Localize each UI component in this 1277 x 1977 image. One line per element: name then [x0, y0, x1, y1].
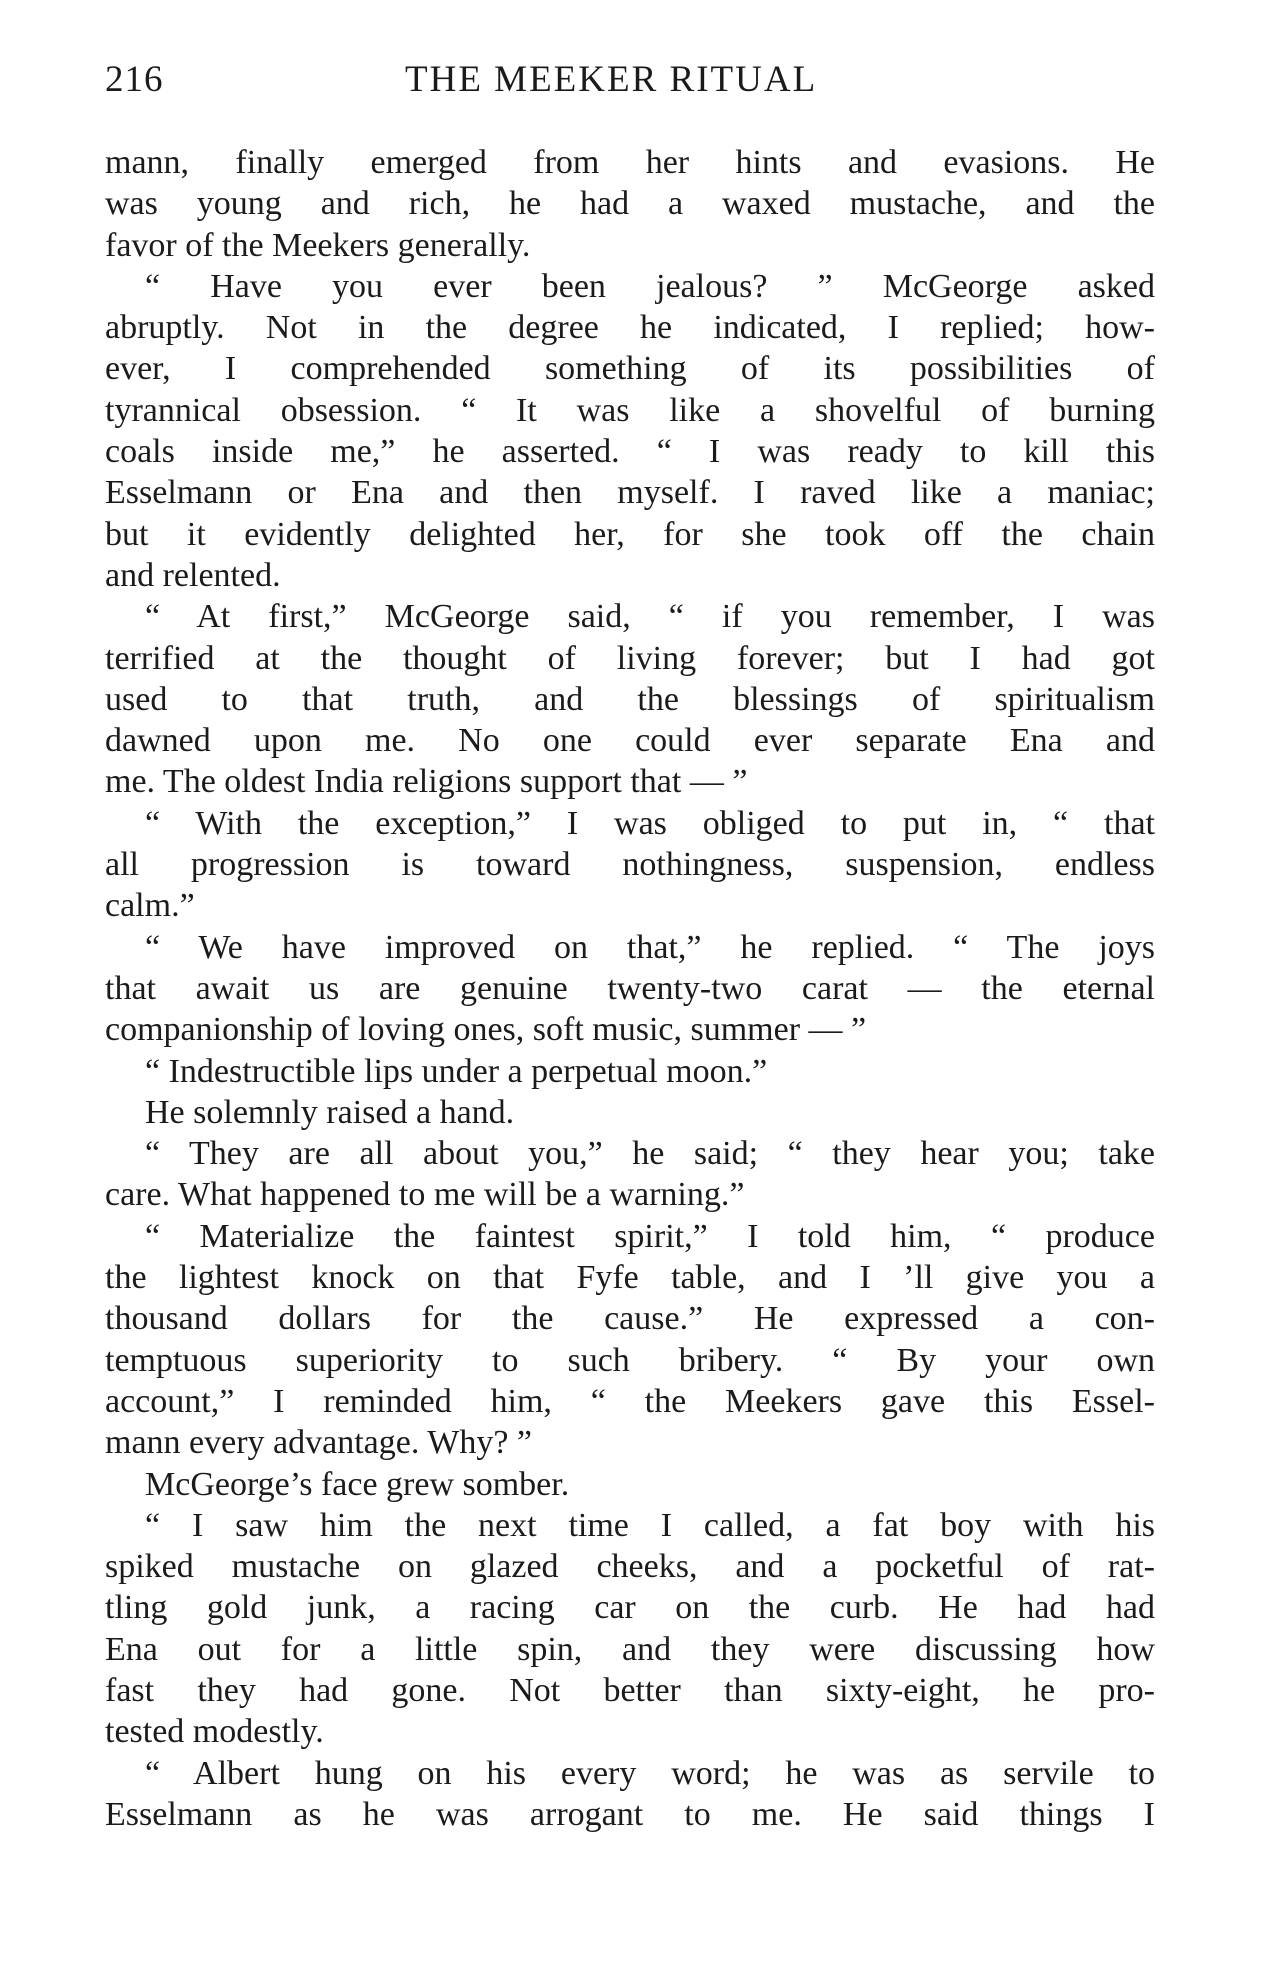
text-line: abruptly. Not in the degree he indicated, I replied; how- — [105, 309, 1155, 347]
text-line: ever, I comprehended something of its possibilities of — [105, 350, 1155, 388]
text-line: mann every advantage. Why? ” — [105, 1424, 533, 1462]
text-line: spiked mustache on glazed cheeks, and a pocketful of rat- — [105, 1548, 1155, 1586]
text-line: “ Have you ever been jealous? ” McGeorge asked — [145, 267, 1155, 305]
text-line: coals inside me,” he asserted. “ I was ready to kill this — [105, 433, 1155, 471]
text-line: Esselmann or Ena and then myself. I raved like a maniac; — [105, 474, 1155, 512]
text-line: mann, finally emerged from her hints and evasions. He — [105, 144, 1155, 181]
text-line: and relented. — [105, 556, 281, 594]
text-line: Esselmann as he was arrogant to me. He said things I — [105, 1795, 1155, 1833]
text-line: “ They are all about you,” he said; “ they hear you; take — [145, 1135, 1155, 1173]
text-line: “ With the exception,” I was obliged to put in, “ that — [145, 804, 1155, 842]
text-line: temptuous superiority to such bribery. “ By your own — [105, 1341, 1155, 1379]
text-line: dawned upon me. No one could ever separate Ena and — [105, 722, 1155, 760]
text-line: Ena out for a little spin, and they were discussing how — [105, 1630, 1155, 1668]
text-line: me. The oldest India religions support that — ” — [105, 763, 748, 801]
text-line: companionship of loving ones, soft music, summer — ” — [105, 1011, 867, 1049]
text-line: “ Indestructible lips under a perpetual moon.” — [145, 1052, 768, 1090]
text-line: all progression is toward nothingness, suspension, endless — [105, 846, 1155, 884]
text-line: but it evidently delighted her, for she took off the chain — [105, 515, 1155, 553]
text-line: McGeorge’s face grew somber. — [145, 1465, 570, 1503]
text-line: thousand dollars for the cause.” He expressed a con- — [105, 1300, 1155, 1338]
running-head: THE MEEKER RITUAL — [405, 59, 818, 100]
text-line: “ At first,” McGeorge said, “ if you remember, I was — [145, 598, 1155, 636]
text-line: tyrannical obsession. “ It was like a shovelful of burning — [105, 391, 1155, 429]
text-line: tling gold junk, a racing car on the curb. He had had — [105, 1589, 1155, 1627]
text-line: was young and rich, he had a waxed mustache, and the — [105, 185, 1155, 223]
text-line: calm.” — [105, 887, 195, 925]
text-line: fast they had gone. Not better than sixty-eight, he pro- — [105, 1671, 1155, 1709]
text-line: “ Materialize the faintest spirit,” I told him, “ produce — [145, 1217, 1155, 1255]
text-line: the lightest knock on that Fyfe table, and I ’ll give you a — [105, 1259, 1155, 1297]
text-line: used to that truth, and the blessings of spiritualism — [105, 680, 1155, 718]
text-line: He solemnly raised a hand. — [145, 1093, 515, 1131]
text-line: terrified at the thought of living forever; but I had got — [105, 639, 1155, 677]
text-line: “ Albert hung on his every word; he was as servile to — [145, 1754, 1155, 1792]
text-line: favor of the Meekers generally. — [105, 226, 531, 264]
text-line: “ We have improved on that,” he replied. “ The joys — [145, 928, 1155, 966]
page-number: 216 — [105, 59, 164, 100]
body-text — [105, 142, 1155, 1835]
text-line: that await us are genuine twenty-two carat — the eternal — [105, 969, 1155, 1007]
text-line: tested modestly. — [105, 1713, 324, 1751]
page-header — [105, 58, 1155, 108]
text-line: account,” I reminded him, “ the Meekers gave this Essel- — [105, 1382, 1155, 1420]
text-line: “ I saw him the next time I called, a fat boy with his — [145, 1506, 1155, 1544]
text-line: care. What happened to me will be a warning.” — [105, 1176, 745, 1214]
